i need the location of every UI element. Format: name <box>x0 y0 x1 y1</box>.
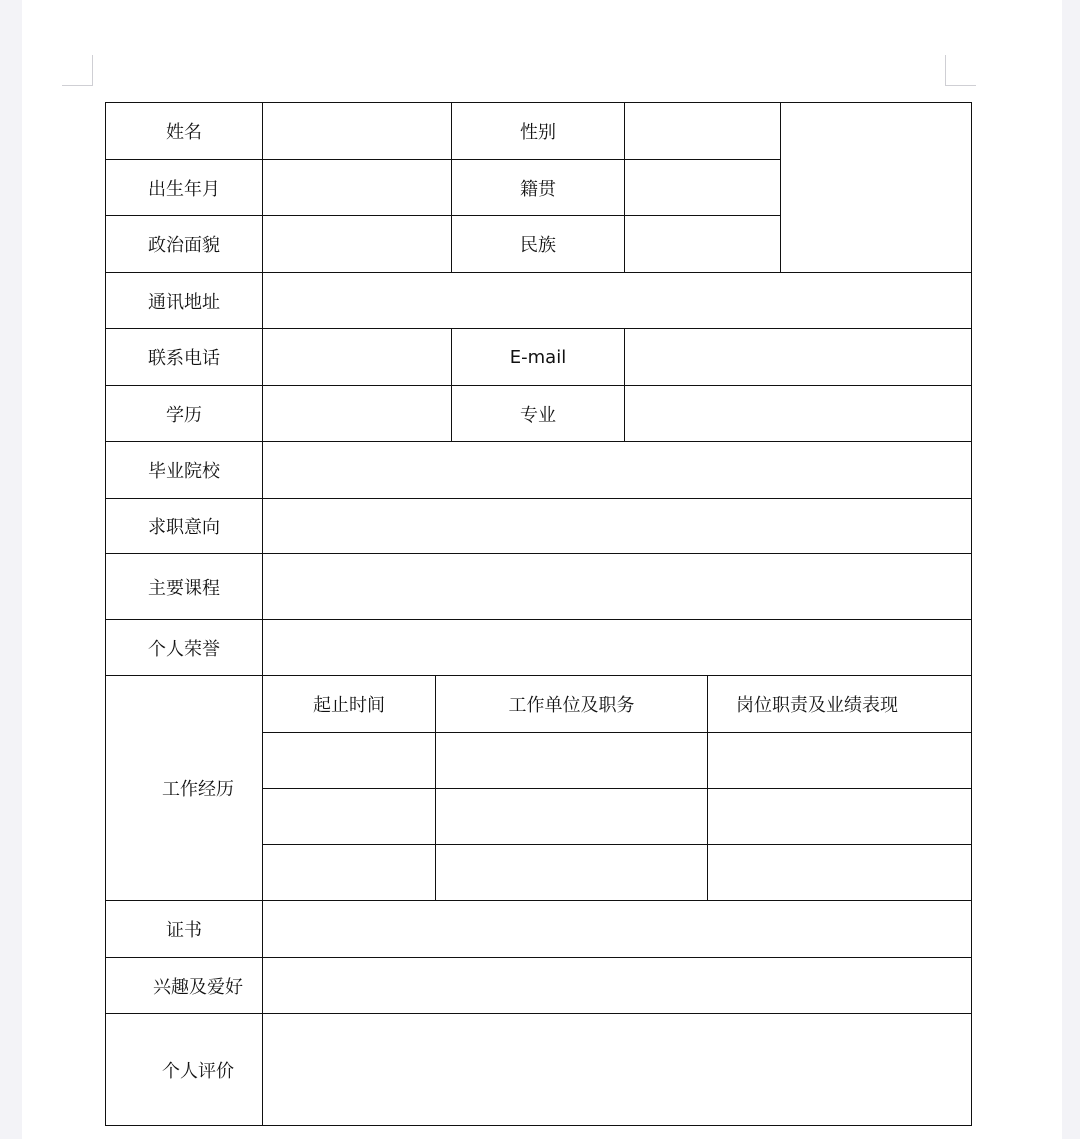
honors-label-cell <box>106 620 263 676</box>
work-header-period-cell <box>263 676 436 733</box>
phone-value-cell[interactable] <box>263 329 452 386</box>
page-margin-corner-top-right <box>945 55 976 86</box>
hobbies-label-cell <box>106 958 263 1014</box>
major-value-cell[interactable] <box>625 386 972 442</box>
certificates-value-cell[interactable] <box>263 901 972 958</box>
work-duties-cell[interactable] <box>708 733 972 789</box>
email-label-cell <box>452 329 625 386</box>
work-header-duties: 岗位职责及业绩表现 <box>736 695 898 716</box>
gender-label: 性别 <box>520 122 556 143</box>
honors-label: 个人荣誉 <box>148 638 220 660</box>
phone-label-cell <box>106 329 263 386</box>
work-experience-label-cell <box>106 676 263 901</box>
native-place-label: 籍贯 <box>520 178 556 200</box>
birth-label-cell <box>106 160 263 216</box>
email-value-cell[interactable] <box>625 329 972 386</box>
work-company-cell[interactable] <box>436 733 708 789</box>
certificates-label: 证书 <box>166 920 202 941</box>
school-label: 毕业院校 <box>148 461 220 482</box>
major-label: 专业 <box>520 404 556 426</box>
address-label-cell <box>106 273 263 329</box>
work-period-cell[interactable] <box>263 733 436 789</box>
name-value-cell[interactable] <box>263 103 452 160</box>
school-value-cell[interactable] <box>263 442 972 499</box>
phone-label: 联系电话 <box>148 348 220 369</box>
address-label: 通讯地址 <box>148 291 220 313</box>
name-label-cell <box>106 103 263 160</box>
native-place-value-cell[interactable] <box>625 160 781 216</box>
birth-value-cell[interactable] <box>263 160 452 216</box>
gender-label-cell <box>452 103 625 160</box>
political-status-label-cell <box>106 216 263 273</box>
work-period-cell[interactable] <box>263 845 436 901</box>
address-value-cell[interactable] <box>263 273 972 329</box>
major-label-cell <box>452 386 625 442</box>
job-intention-label-cell <box>106 499 263 554</box>
education-value-cell[interactable] <box>263 386 452 442</box>
work-duties-cell[interactable] <box>708 789 972 845</box>
work-company-cell[interactable] <box>436 845 708 901</box>
courses-value-cell[interactable] <box>263 554 972 620</box>
resume-form-table <box>105 102 972 1126</box>
certificates-label-cell <box>106 901 263 958</box>
work-header-company: 工作单位及职务 <box>508 695 635 716</box>
honors-value-cell[interactable] <box>263 620 972 676</box>
job-intention-value-cell[interactable] <box>263 499 972 554</box>
ethnicity-label-cell <box>452 216 625 273</box>
self-evaluation-label-cell <box>106 1014 263 1126</box>
gender-value-cell[interactable] <box>625 103 781 160</box>
work-experience-label: 工作经历 <box>162 779 234 800</box>
birth-label: 出生年月 <box>148 178 220 200</box>
political-status-value-cell[interactable] <box>263 216 452 273</box>
work-header-company-cell <box>436 676 708 733</box>
self-evaluation-value-cell[interactable] <box>263 1014 972 1126</box>
political-status-label: 政治面貌 <box>148 235 220 256</box>
work-period-cell[interactable] <box>263 789 436 845</box>
courses-label: 主要课程 <box>148 577 220 599</box>
school-label-cell <box>106 442 263 499</box>
hobbies-value-cell[interactable] <box>263 958 972 1014</box>
work-company-cell[interactable] <box>436 789 708 845</box>
photo-cell[interactable] <box>781 103 972 273</box>
work-header-period: 起止时间 <box>313 695 385 716</box>
work-duties-cell[interactable] <box>708 845 972 901</box>
ethnicity-label: 民族 <box>520 235 556 256</box>
email-label: E-mail <box>509 346 567 368</box>
page-margin-corner-top-left <box>62 55 93 86</box>
ethnicity-value-cell[interactable] <box>625 216 781 273</box>
work-header-duties-cell <box>708 676 972 733</box>
self-evaluation-label: 个人评价 <box>162 1060 234 1082</box>
education-label: 学历 <box>166 404 202 426</box>
name-label: 姓名 <box>166 122 202 143</box>
courses-label-cell <box>106 554 263 620</box>
education-label-cell <box>106 386 263 442</box>
job-intention-label: 求职意向 <box>148 517 220 538</box>
hobbies-label: 兴趣及爱好 <box>153 976 243 998</box>
native-place-label-cell <box>452 160 625 216</box>
